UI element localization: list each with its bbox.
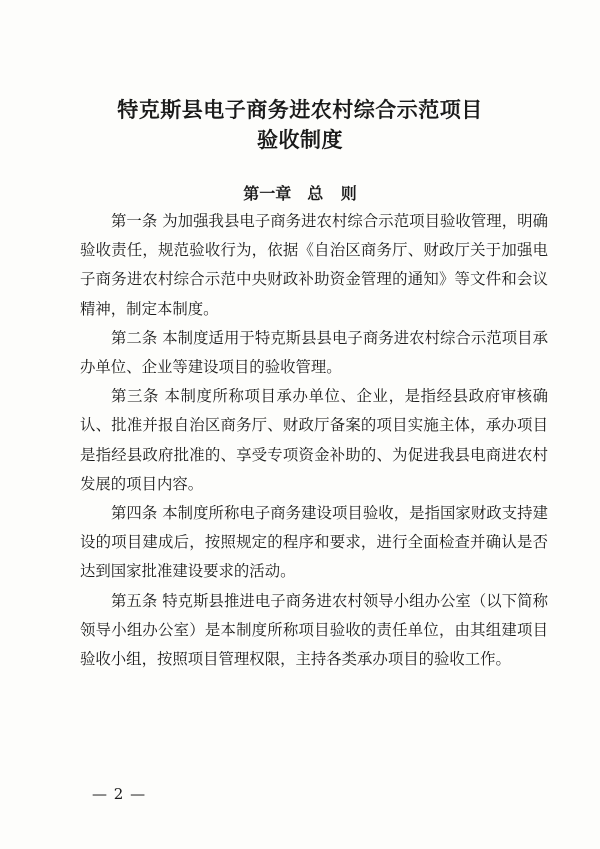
article-2: 第二条 本制度适用于特克斯县县电子商务进农村综合示范项目承办单位、企业等建设项目的验收管理。 bbox=[80, 328, 548, 377]
document-title-line1: 特克斯县电子商务进农村综合示范项目 bbox=[117, 97, 483, 122]
article-1: 第一条 为加强我县电子商务进农村综合示范项目验收管理，明确验收责任，规范验收行为，依据《自治区商务厅、财政厅关于加强电子商务进农村综合示范中央财政补助资金管理的通知》等文件和会议精神，制定本制度。 bbox=[80, 212, 548, 318]
article-3: 第三条 本制度所称项目承办单位、企业，是指经县政府审核确认、批准并报自治区商务厅、财政厅备案的项目实施主体，承办项目是指经县政府批准的、享受专项资金补助的、为促进我县电商进农村发展的项目内容。 bbox=[80, 387, 548, 493]
document-title-line2: 验收制度 bbox=[257, 127, 343, 152]
article-4: 第四条 本制度所称电子商务建设项目验收，是指国家财政支持建设的项目建成后，按照规定的程序和要求，进行全面检查并确认是否达到国家批准建设要求的活动。 bbox=[80, 504, 548, 581]
chapter-heading: 第一章 总 则 bbox=[243, 184, 357, 203]
page-number: — 2 — bbox=[92, 785, 147, 803]
document-body bbox=[80, 207, 548, 674]
article-5: 第五条 特克斯县推进电子商务进农村领导小组办公室（以下简称领导小组办公室）是本制度所称项目验收的责任单位，由其组建项目验收小组，按照项目管理权限，主持各类承办项目的验收工作。 bbox=[80, 591, 548, 669]
